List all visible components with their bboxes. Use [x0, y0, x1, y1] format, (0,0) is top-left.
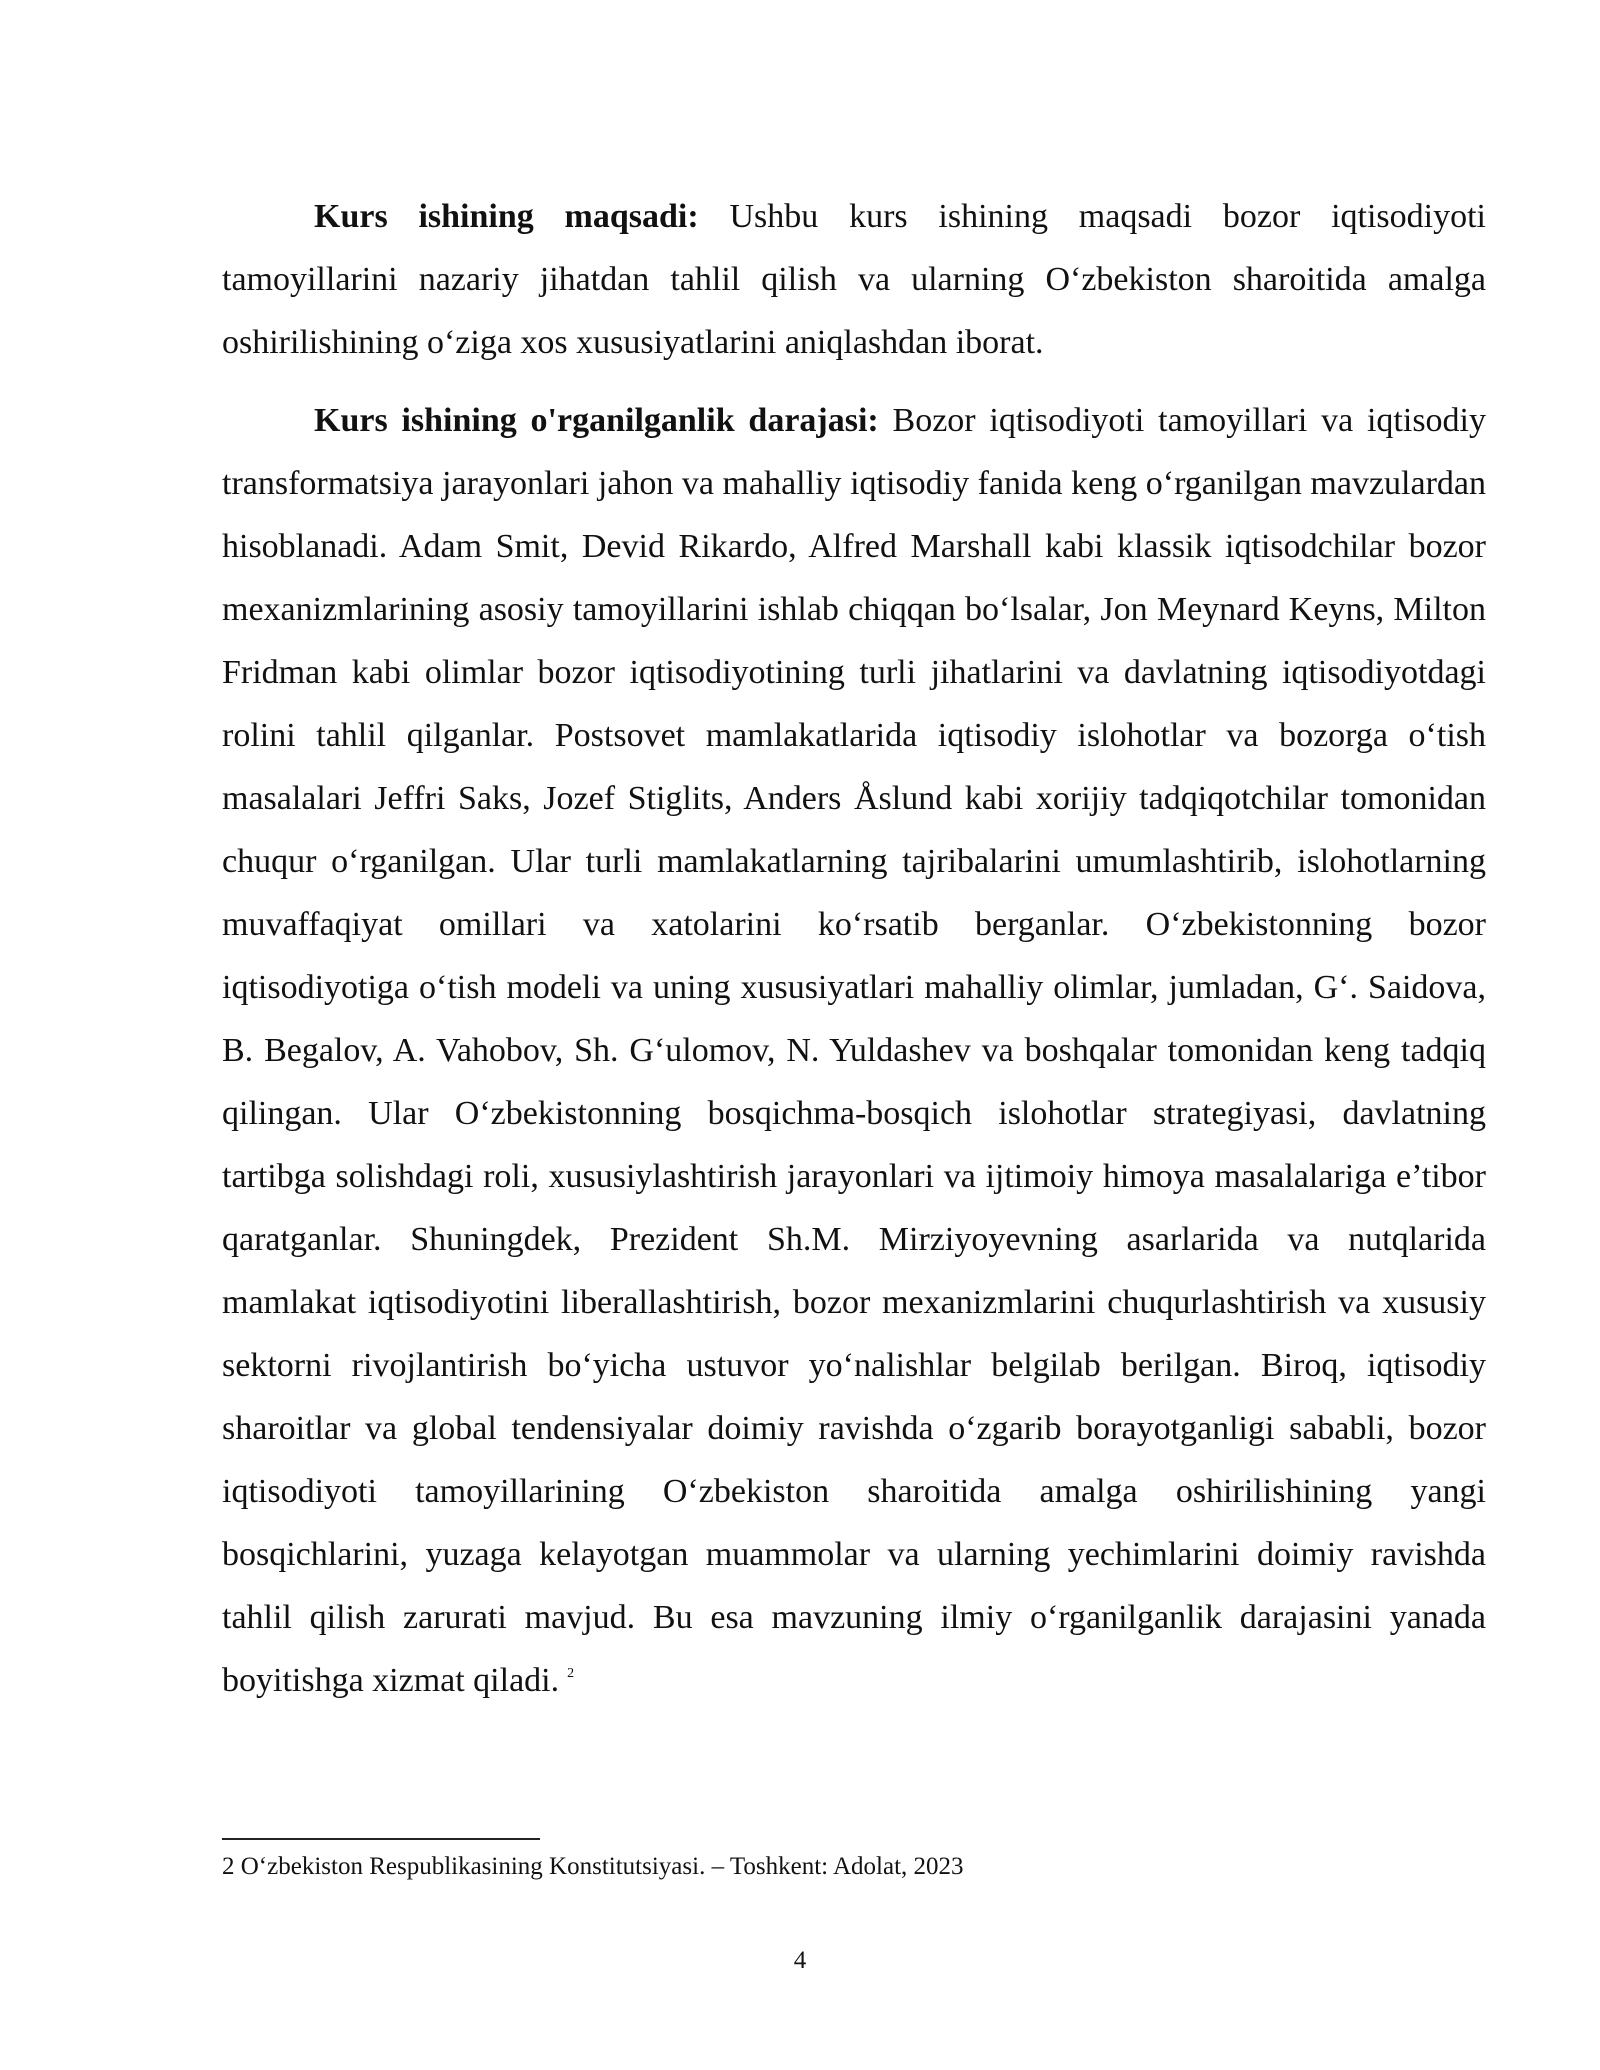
footnote-reference[interactable]: 2	[567, 1666, 575, 1681]
paragraph-lead: Kurs ishining o'rganilganlik darajasi:	[314, 402, 879, 439]
page-number: 4	[793, 1947, 807, 1974]
paragraph-lead: Kurs ishining maqsadi:	[314, 198, 699, 235]
paragraph-text: Ushbu kurs ishining maqsadi bozor iqtisodiyoti tamoyillarini nazariy jihatdan tahlil qilish va ularning O‘zbekiston sharoitida amalga oshirilishining o‘ziga xos xususiyatlarini aniqlashdan iborat.	[222, 198, 1486, 361]
paragraph-text: Bozor iqtisodiyoti tamoyillari va iqtisodiy transformatsiya jarayonlari jahon va mahalliy iqtisodiy fanida keng o‘rganilgan mavzulardan hisoblanadi. Adam Smit, Devid Rikardo, Alfred Marshall kabi klassik iqtisodchilar bozor mexanizmlarining asosiy tamoyillarini ishlab chiqqan bo‘lsalar, Jon Meynard Keyns, Milton Fridman kabi olimlar bozor iqtisodiyotining turli jihatlarini va davlatning iqtisodiyotdagi rolini tahlil qilganlar. Postsovet mamlakatlarida iqtisodiy islohotlar va bozorga o‘tish masalalari Jeffri Saks, Jozef Stiglits, Anders Åslund kabi xorijiy tadqiqotchilar tomonidan chuqur o‘rganilgan. Ular turli mamlakatlarning tajribalarini umumlashtirib, islohotlarning muvaffaqiyat omillari va xatolarini ko‘rsatib berganlar. O‘zbekistonning bozor iqtisodiyotiga o‘tish modeli va uning xususiyatlari mahalliy olimlar, jumladan, G‘. Saidova, B. Begalov, A. Vahobov, Sh. G‘ulomov, N. Yuldashev va boshqalar tomonidan keng tadqiq qilingan. Ular O‘zbekistonning bosqichma-bosqich islohotlar strategiyasi, davlatning tartibga solishdagi roli, xususiylashtirish jarayonlari va ijtimoiy himoya masalalariga e’tibor qaratganlar. Shuningdek, Prezident Sh.M. Mirziyoyevning asarlarida va nutqlarida mamlakat iqtisodiyotini liberallashtirish, bozor mexanizmlarini chuqurlashtirish va xususiy sektorni rivojlantirish bo‘yicha ustuvor yo‘nalishlar belgilab berilgan. Biroq, iqtisodiy sharoitlar va global tendensiyalar doimiy ravishda o‘zgarib borayotganligi sababli, bozor iqtisodiyoti tamoyillarining O‘zbekiston sharoitida amalga oshirilishining yangi bosqichlarini, yuzaga kelayotgan muammolar va ularning yechimlarini doimiy ravishda tahlil qilish zarurati mavjud. Bu esa mavzuning ilmiy o‘rganilganlik darajasini yanada boyitishga xizmat qiladi.	[222, 402, 1486, 1699]
paragraph-study-level	[222, 389, 1486, 1712]
document-body	[222, 185, 1486, 1712]
footnote	[222, 1852, 1486, 1882]
footnote-separator	[222, 1838, 540, 1840]
footnote-number: 2	[222, 1853, 235, 1880]
paragraph-course-goal	[222, 185, 1486, 374]
footnote-text: O‘zbekiston Respublikasining Konstitutsiyasi. – Toshkent: Adolat, 2023	[240, 1853, 964, 1880]
